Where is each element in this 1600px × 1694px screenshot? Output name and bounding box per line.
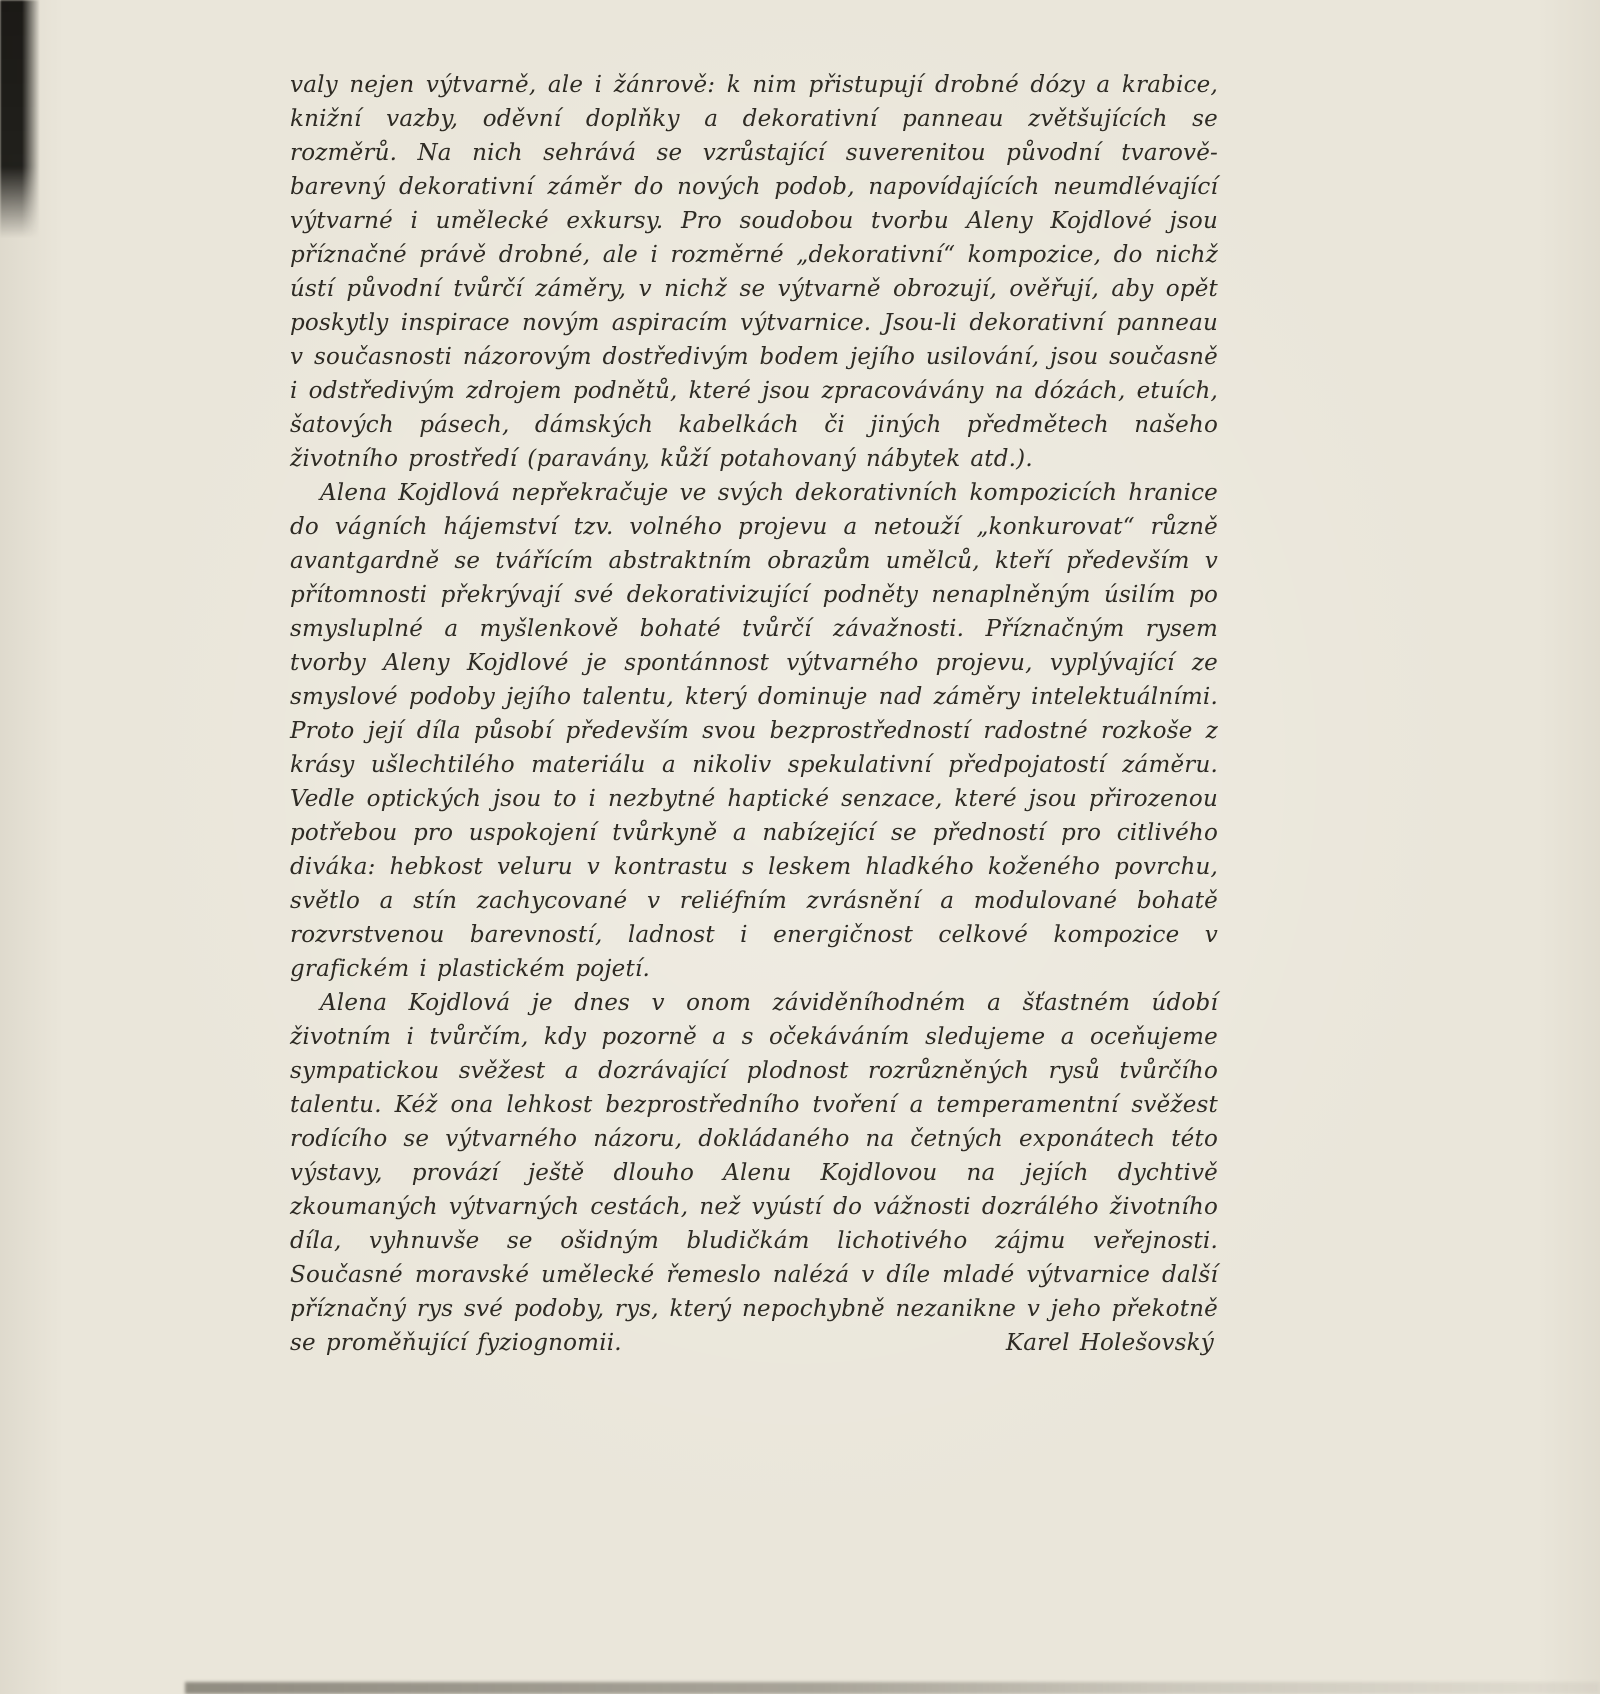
scan-edge-left-artifact xyxy=(0,0,40,238)
text-column xyxy=(290,68,1218,1360)
author-signature: Karel Holešovský xyxy=(1005,1330,1214,1356)
paragraph-continuation: valy nejen výtvarně, ale i žánrově: k nim přistupují drobné dózy a krabice, knižní vazby, oděvní doplňky a dekorativní panneau zvětšujících se rozměrů. Na nich sehrává se vzrůstající suverenitou původní tvarově-barevný dekorativní záměr do nových podob, napovídajících neumdlévající výtvarné i umělecké exkursy. Pro soudobou tvorbu Aleny Kojdlové jsou příznačné právě drobné, ale i rozměrné „dekorativní“ kompozice, do nichž ústí původní tvůrčí záměry, v nichž se výtvarně obrozují, ověřují, aby opět poskytly inspirace novým aspiracím výtvarnice. Jsou-li dekorativní panneau v současnosti názorovým dostředivým bodem jejího usilování, jsou současně i odstředivým zdrojem podnětů, které jsou zpracovávány na dózách, etuích, šatových pásech, dámských kabelkách či jiných předmětech našeho životního prostředí (paravány, kůží potahovaný nábytek atd.). xyxy=(290,72,1218,472)
scan-edge-bottom-artifact xyxy=(185,1682,1600,1694)
paragraph: Alena Kojdlová je dnes v onom záviděníhodném a šťastném údobí životním i tvůrčím, kdy pozorně a s očekáváním sledujeme a oceňujeme sympatickou svěžest a dozrávající plodnost rozrůzněných rysů tvůrčího talentu. Kéž ona lehkost bezprostředního tvoření a temperamentní svěžest rodícího se výtvarného názoru, dokládaného na četných exponátech této výstavy, provází ještě dlouho Alenu Kojdlovou na jejích dychtivě zkoumaných výtvarných cestách, než vyústí do vážnosti dozrálého životního díla, vyhnuvše se ošidným bludičkám lichotivého zájmu veřejnosti. Současné moravské umělecké řemeslo nalézá v díle mladé výtvarnice další příznačný rys své podoby, rys, který nepochybně nezanikne v jeho překotně se proměňující fyziognomii. xyxy=(290,990,1218,1356)
paragraph: Alena Kojdlová nepřekračuje ve svých dekorativních kompozicích hranice do vágních hájemství tzv. volného projevu a netouží „konkurovat“ různě avantgardně se tvářícím abstraktním obrazům umělců, kteří především v přítomnosti překrývají své dekorativizující podněty nenaplněným úsilím po smysluplné a myšlenkově bohaté tvůrčí závažnosti. Příznačným rysem tvorby Aleny Kojdlové je spontánnost výtvarného projevu, vyplývající ze smyslové podoby jejího talentu, který dominuje nad záměry intelektuálními. Proto její díla působí především svou bezprostředností radostné rozkoše z krásy ušlechtilého materiálu a nikoliv spekulativní předpojatostí záměru. Vedle optických jsou to i nezbytné haptické senzace, které jsou přirozenou potřebou pro uspokojení tvůrkyně a nabízející se předností pro citlivého diváka: hebkost veluru v kontrastu s leskem hladkého koženého povrchu, světlo a stín zachycované v reliéfním zvrásnění a modulované bohatě rozvrstvenou barevností, ladnost i energičnost celkové kompozice v grafickém i plastickém pojetí. xyxy=(290,480,1218,982)
